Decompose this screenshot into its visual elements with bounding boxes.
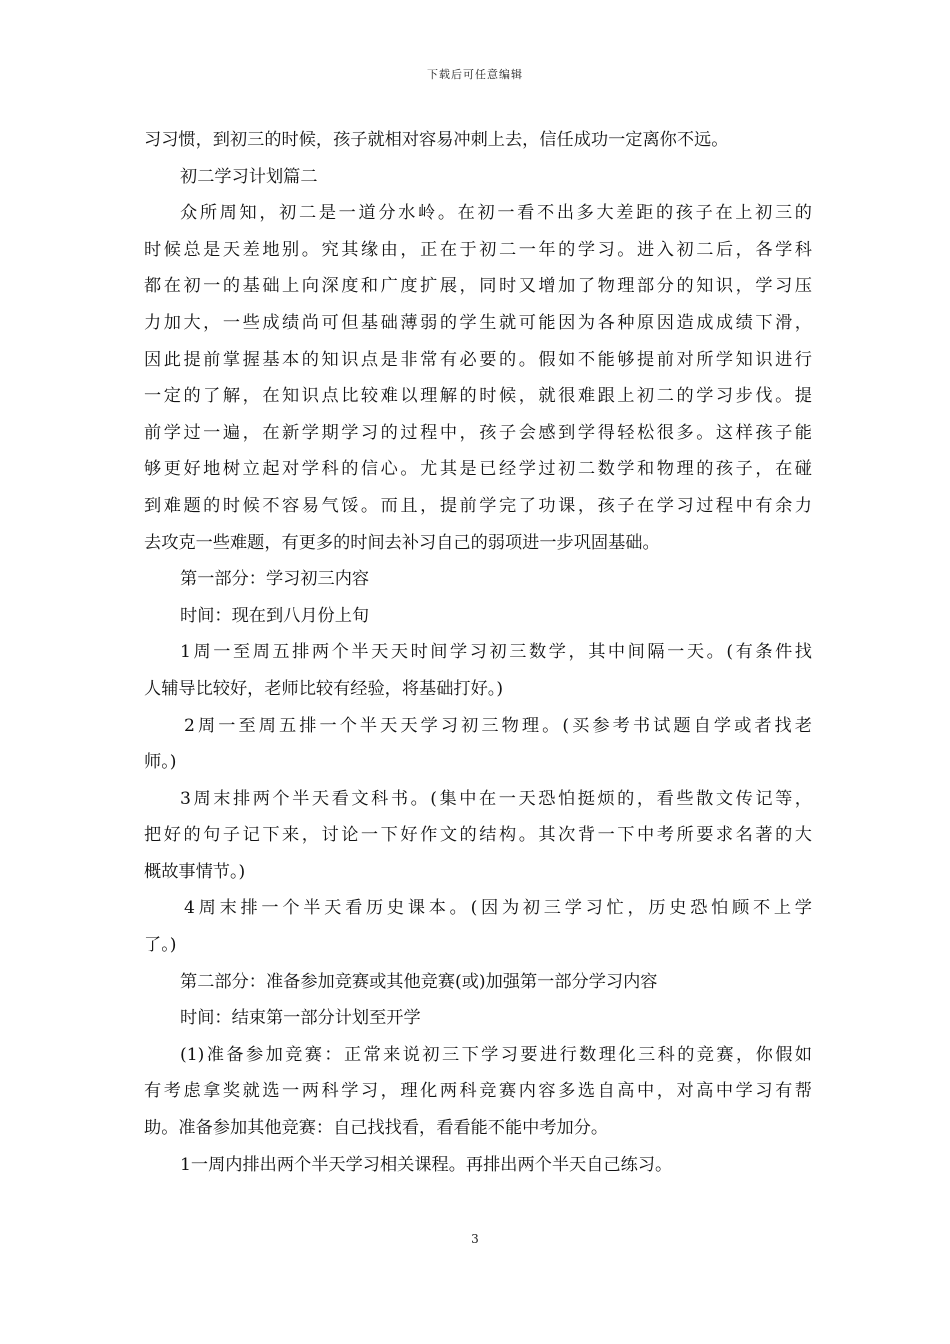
paragraph-line: 一定的了解，在知识点比较难以理解的时候，就很难跟上初二的学习步伐。提 (144, 386, 812, 407)
paragraph-line: 概故事情节。) (144, 861, 246, 882)
paragraph-line: 够更好地树立起对学科的信心。尤其是已经学过初二数学和物理的孩子，在碰 (144, 459, 812, 480)
paragraph-line: 前学过一遍，在新学期学习的过程中，孩子会感到学得轻松很多。这样孩子能 (144, 422, 812, 443)
paragraph-line: 习习惯，到初三的时候，孩子就相对容易冲刺上去，信任成功一定离你不远。 (144, 130, 729, 150)
paragraph-line: 2周一至周五排一个半天天学习初三物理。(买参考书试题自学或者找老 (184, 715, 812, 736)
paragraph-line: 师。) (144, 752, 177, 773)
section-heading: 第二部分：准备参加竞赛或其他竞赛(或)加强第一部分学习内容 (180, 971, 658, 992)
paragraph-line: 到难题的时候不容易气馁。而且，提前学完了功课，孩子在学习过程中有余力 (144, 495, 812, 516)
paragraph-line: 1周一至周五排两个半天天时间学习初三数学，其中间隔一天。(有条件找 (180, 642, 812, 663)
paragraph-line: 人辅导比较好，老师比较有经验，将基础打好。) (144, 678, 504, 699)
paragraph-line: 3周末排两个半天看文科书。(集中在一天恐怕挺烦的，看些散文传记等， (180, 788, 812, 809)
paragraph-line: 因此提前掌握基本的知识点是非常有必要的。假如不能够提前对所学知识进行 (144, 349, 812, 370)
paragraph-line: 力加大，一些成绩尚可但基础薄弱的学生就可能因为各种原因造成成绩下滑， (144, 312, 812, 333)
paragraph-line: 时候总是天差地别。究其缘由，正在于初二一年的学习。进入初二后，各学科 (144, 239, 812, 260)
section-heading: 第一部分：学习初三内容 (180, 569, 370, 590)
paragraph-line: (1)准备参加竞赛：正常来说初三下学习要进行数理化三科的竞赛，你假如 (180, 1044, 812, 1065)
paragraph-line: 4周末排一个半天看历史课本。(因为初三学习忙，历史恐怕顾不上学 (184, 898, 812, 919)
document-body (144, 122, 812, 1183)
paragraph-line: 都在初一的基础上向深度和广度扩展，同时又增加了物理部分的知识，学习压 (144, 276, 812, 297)
section-heading: 初二学习计划篇二 (180, 166, 318, 187)
page-number: 3 (471, 1232, 479, 1246)
paragraph-line: 了。) (144, 935, 177, 956)
paragraph-line: 助。准备参加其他竞赛：自己找找看，看看能不能中考加分。 (144, 1118, 609, 1139)
page-header: 下载后可任意编辑 (427, 68, 523, 81)
paragraph-line: 1一周内排出两个半天学习相关课程。再排出两个半天自己练习。 (180, 1154, 673, 1175)
paragraph-line: 众所周知，初二是一道分水岭。在初一看不出多大差距的孩子在上初三的 (180, 203, 812, 224)
paragraph-line: 去攻克一些难题，有更多的时间去补习自己的弱项进一步巩固基础。 (144, 532, 660, 553)
paragraph-line: 有考虑拿奖就选一两科学习，理化两科竞赛内容多选自高中，对高中学习有帮 (144, 1081, 812, 1102)
paragraph-line: 时间：现在到八月份上旬 (180, 605, 370, 626)
paragraph-line: 把好的句子记下来，讨论一下好作文的结构。其次背一下中考所要求名著的大 (144, 825, 812, 846)
paragraph-line: 时间：结束第一部分计划至开学 (180, 1008, 421, 1029)
